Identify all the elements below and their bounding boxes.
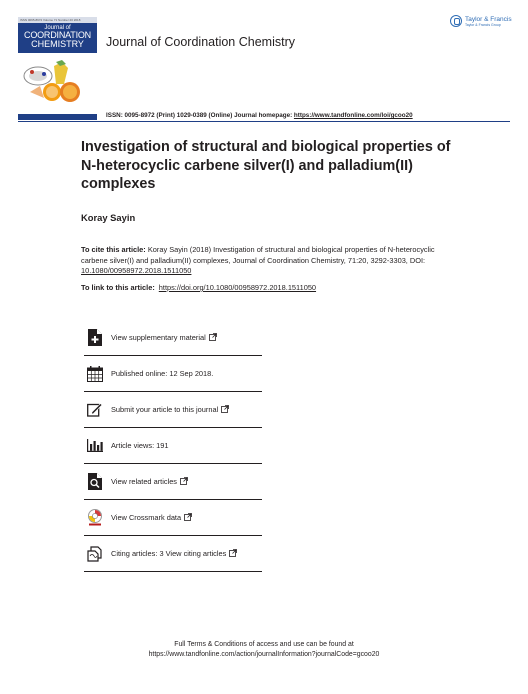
header-rule bbox=[18, 121, 510, 122]
external-link-icon bbox=[229, 549, 237, 559]
bar-chart-icon bbox=[86, 437, 103, 454]
external-link-icon bbox=[221, 405, 229, 415]
issn-line bbox=[106, 112, 413, 119]
external-link-icon bbox=[180, 477, 188, 487]
footer bbox=[0, 640, 528, 659]
footer-journal-info-link[interactable]: https://www.tandfonline.com/action/journalInformation?journalCode=gcoo20 bbox=[148, 650, 380, 658]
cover-line1: Journal of bbox=[44, 25, 71, 31]
item-label: Citing articles: 3 View citing articles bbox=[111, 549, 237, 559]
citation-block bbox=[81, 245, 446, 277]
cite-text: Koray Sayin (2018) Investigation of structural and biological properties of N-heterocyclic carbene silver(I) and palladium(II) complexes, Journal of Coordination Chemistry, 71:20, 3292-3303, DOI: bbox=[81, 245, 435, 265]
article-title: Investigation of structural and biological properties of N-heterocyclic carbene silver(I) and palladium(II) complexes bbox=[81, 139, 451, 192]
cover-line3: CHEMISTRY bbox=[31, 39, 84, 49]
document-plus-icon bbox=[86, 329, 103, 346]
link-to-article bbox=[81, 283, 316, 292]
cover-illustration-image bbox=[18, 58, 97, 104]
calendar-icon bbox=[86, 365, 103, 382]
article-url-link[interactable]: https://doi.org/10.1080/00958972.2018.1511050 bbox=[158, 283, 317, 292]
publisher-name: Taylor & Francis bbox=[465, 15, 512, 23]
citing-icon bbox=[86, 545, 103, 562]
crossmark-icon bbox=[86, 509, 103, 526]
publisher-subtitle: Taylor & Francis Group bbox=[465, 22, 501, 27]
cite-label: To cite this article: bbox=[81, 245, 146, 254]
item-label: View supplementary material bbox=[111, 333, 217, 343]
item-label: View related articles bbox=[111, 477, 188, 487]
item-label: View Crossmark data bbox=[111, 513, 192, 523]
link-label: To link to this article: bbox=[81, 283, 155, 292]
item-related-articles[interactable] bbox=[84, 464, 262, 500]
publisher-logo bbox=[450, 15, 512, 27]
journal-homepage-link[interactable]: https://www.tandfonline.com/loi/gcoo20 bbox=[293, 112, 413, 119]
publisher-bar bbox=[18, 114, 97, 120]
issn-text: ISSN: 0095-8972 (Print) 1029-0389 (Online) Journal homepage: bbox=[106, 112, 293, 119]
search-document-icon bbox=[86, 473, 103, 490]
item-article-views bbox=[84, 428, 262, 464]
item-label: Submit your article to this journal bbox=[111, 405, 229, 415]
external-link-icon bbox=[209, 333, 217, 343]
author-name: Koray Sayin bbox=[81, 212, 136, 223]
item-submit-article[interactable] bbox=[84, 392, 262, 428]
cover-top-strip: ISSN 0095-8972 Volume 71 Number 20 2018 bbox=[18, 17, 97, 23]
item-supplementary-material[interactable] bbox=[84, 320, 262, 356]
item-label: Published online: 12 Sep 2018. bbox=[111, 369, 214, 378]
journal-title: Journal of Coordination Chemistry bbox=[106, 35, 295, 49]
item-crossmark-data[interactable] bbox=[84, 500, 262, 536]
item-label: Article views: 191 bbox=[111, 441, 169, 450]
taylor-francis-logo-icon bbox=[450, 15, 462, 27]
external-link-icon bbox=[184, 513, 192, 523]
item-citing-articles[interactable] bbox=[84, 536, 262, 572]
item-published-online bbox=[84, 356, 262, 392]
footer-terms-text: Full Terms & Conditions of access and use can be found at bbox=[174, 641, 354, 648]
doi-link[interactable]: 10.1080/00958972.2018.1511050 bbox=[81, 266, 192, 276]
journal-cover-thumbnail bbox=[18, 17, 97, 53]
article-info-list bbox=[84, 320, 262, 572]
cover-line2: COORDINATION bbox=[24, 30, 91, 40]
edit-icon bbox=[86, 401, 103, 418]
